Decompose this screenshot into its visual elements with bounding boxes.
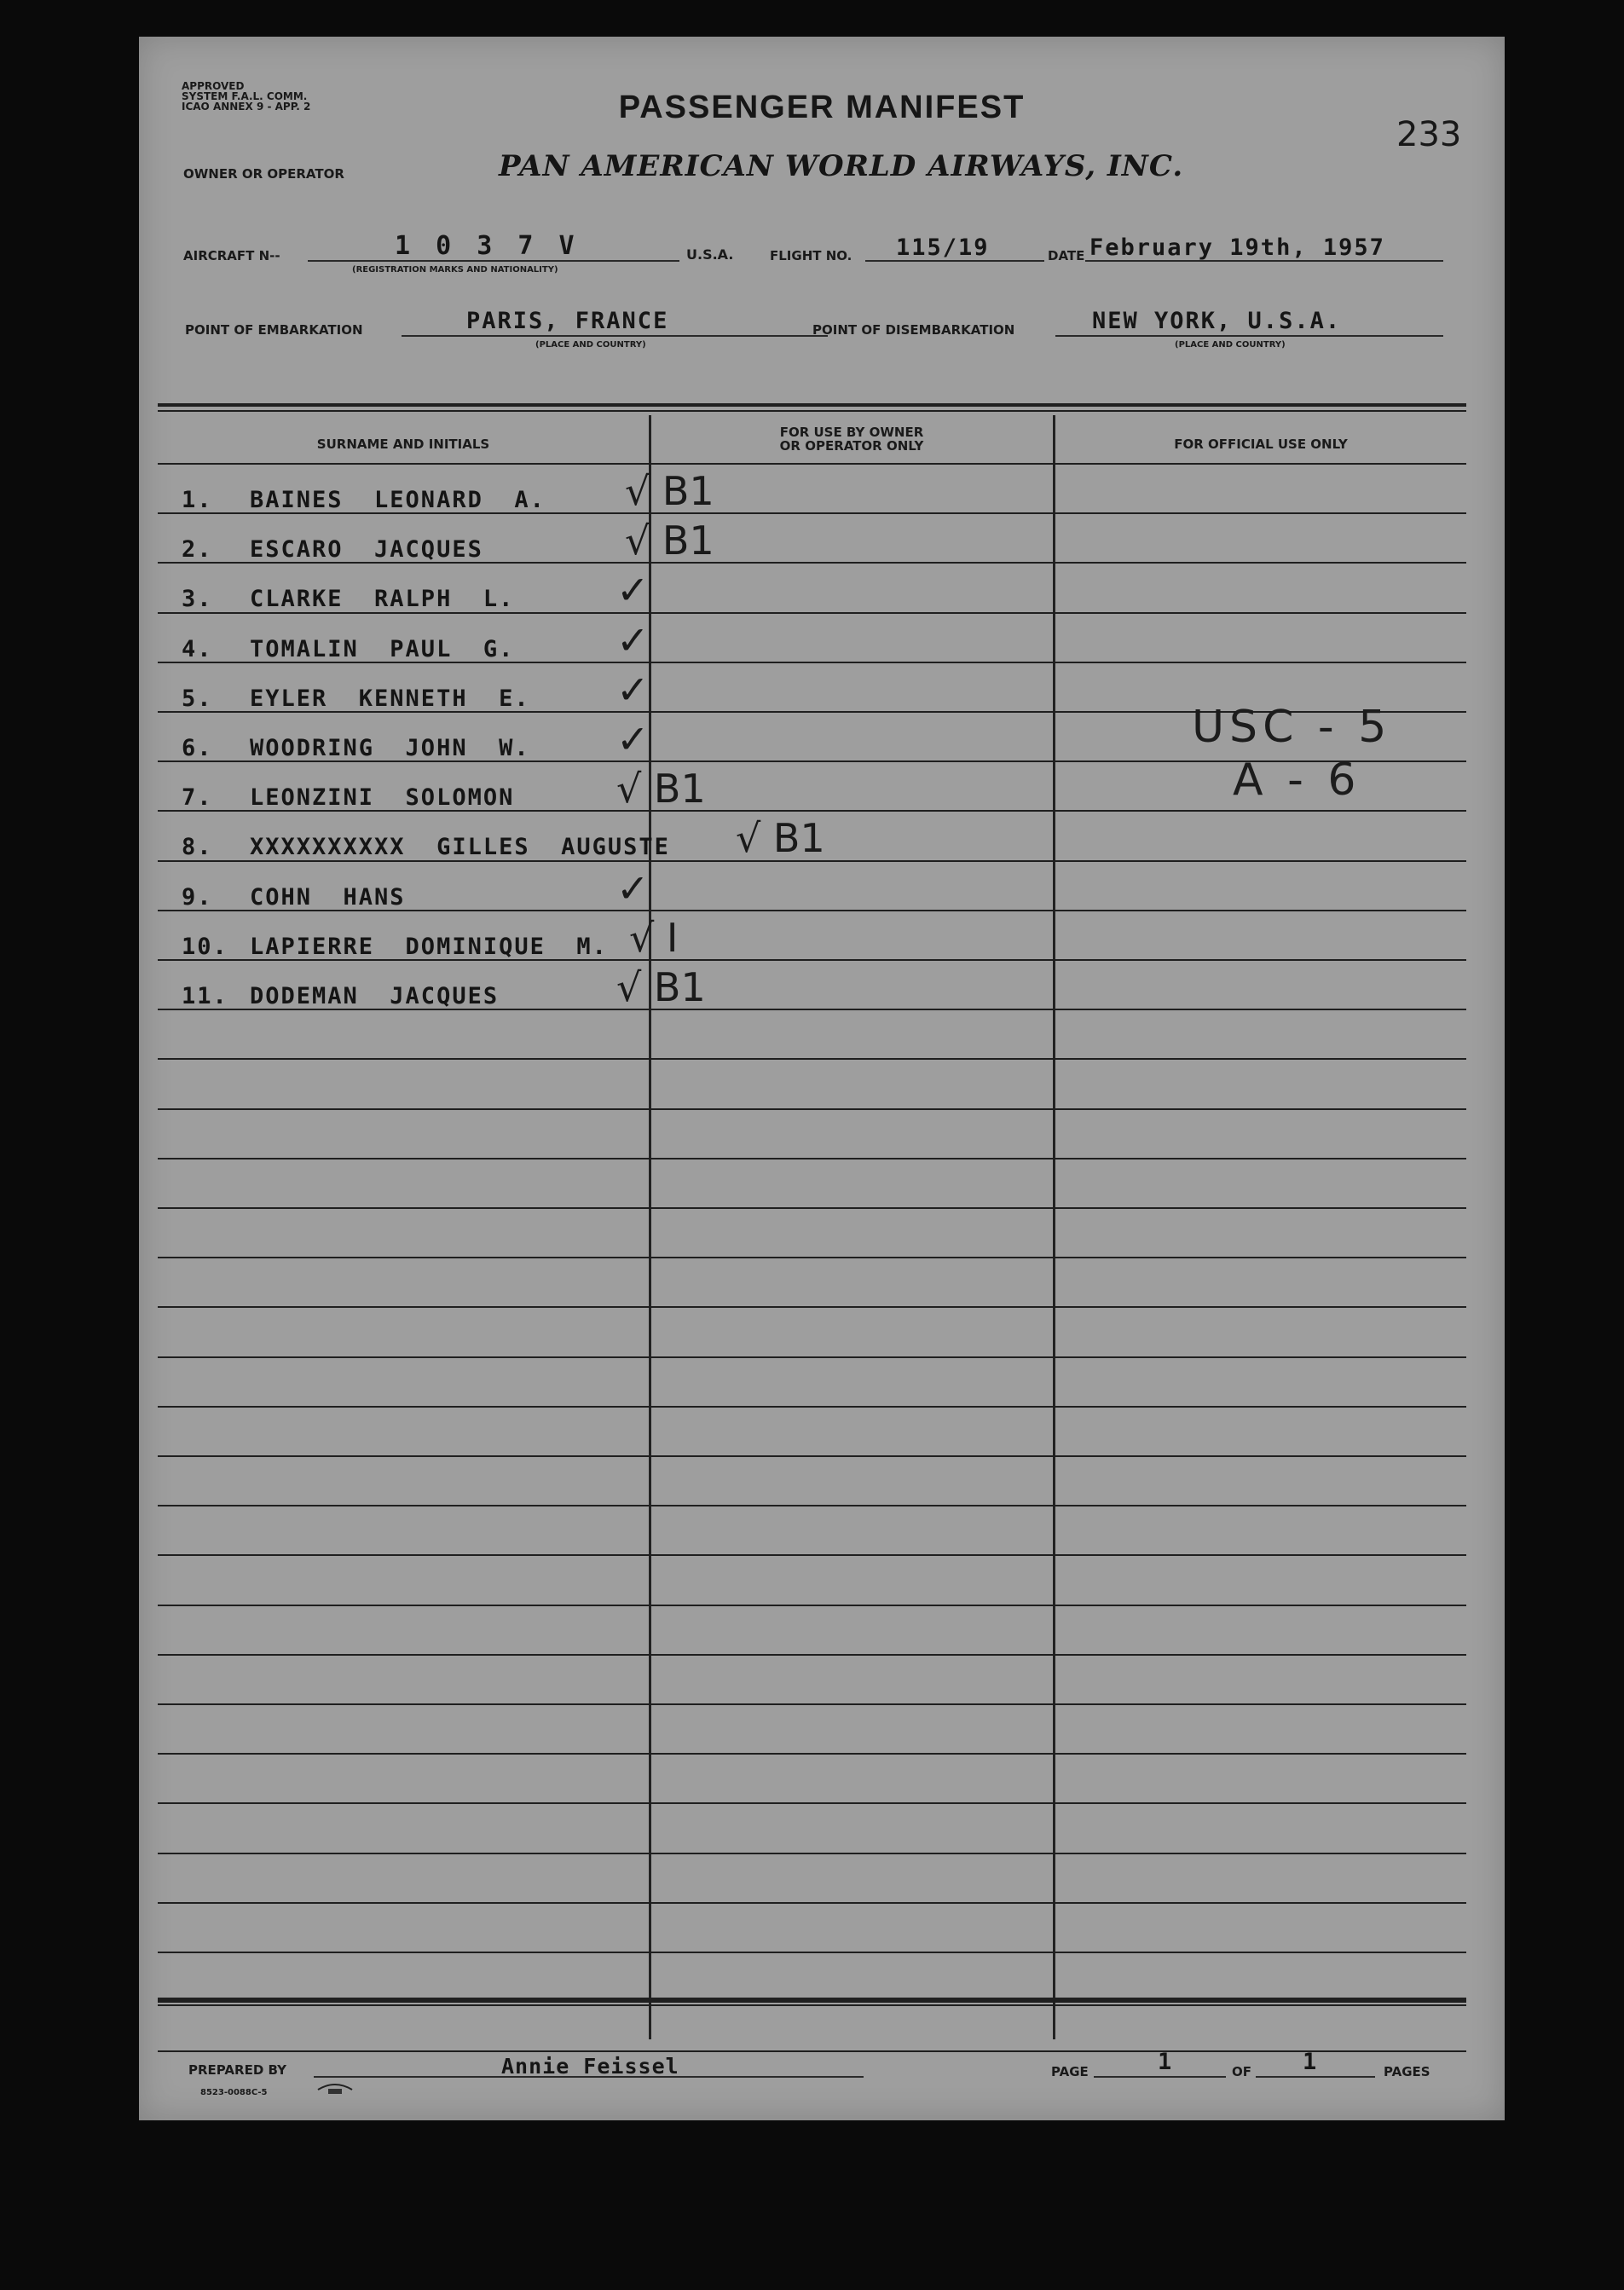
- passenger-row: [182, 536, 483, 570]
- passenger-number: 2.: [182, 536, 213, 564]
- column-divider-right: [1053, 415, 1055, 2039]
- passenger-name: LEONZINI SOLOMON: [250, 784, 515, 812]
- passenger-name: DODEMAN JACQUES: [250, 983, 500, 1009]
- disembarkation-value: NEW YORK, U.S.A.: [1092, 308, 1342, 334]
- table-row-line: [158, 1703, 1466, 1705]
- checkmark-annotation: √ B1: [625, 468, 714, 514]
- table-bottom-rule: [158, 1998, 1466, 2001]
- table-row-line: [158, 1455, 1466, 1457]
- passenger-row: [182, 735, 530, 769]
- table-row-line: [158, 1058, 1466, 1060]
- passenger-row: [182, 685, 530, 720]
- passenger-row: [182, 636, 514, 670]
- aircraft-underline: [308, 260, 679, 262]
- table-top-rule-inner: [158, 410, 1466, 412]
- embarkation-sublabel: (PLACE AND COUNTRY): [535, 340, 646, 350]
- embarkation-label: POINT OF EMBARKATION: [185, 322, 363, 338]
- date-underline: [1085, 260, 1443, 262]
- passenger-number: 11.: [182, 983, 228, 1009]
- flight-no-value: 115/19: [896, 234, 990, 261]
- passenger-number: 7.: [182, 784, 213, 812]
- passenger-number: 9.: [182, 883, 213, 911]
- passenger-name: LAPIERRE DOMINIQUE M.: [250, 933, 608, 960]
- table-row-line: [158, 1406, 1466, 1408]
- flight-no-label: FLIGHT NO.: [770, 248, 852, 263]
- passenger-number: 5.: [182, 685, 213, 712]
- checkmark-annotation: ✓: [616, 567, 650, 614]
- approval-line-1: APPROVED: [182, 80, 245, 92]
- passenger-number: 10.: [182, 933, 228, 960]
- column-header-official-use: FOR OFFICIAL USE ONLY: [1174, 437, 1348, 452]
- date-value: February 19th, 1957: [1089, 234, 1385, 261]
- checkmark-annotation: √ B1: [616, 964, 706, 1010]
- page-underline: [1094, 2076, 1226, 2078]
- passenger-row: [182, 884, 406, 918]
- page-label: PAGE: [1051, 2064, 1089, 2079]
- passenger-row: [182, 784, 514, 818]
- official-note-line-2: A - 6: [1233, 755, 1361, 806]
- page-title: PASSENGER MANIFEST: [618, 90, 1026, 125]
- checkmark-annotation: √ B1: [616, 766, 706, 812]
- table-row-line: [158, 1802, 1466, 1804]
- column-header-names: SURNAME AND INITIALS: [316, 437, 490, 452]
- passenger-number: 3.: [182, 586, 213, 613]
- approval-line-2: SYSTEM F.A.L. COMM.: [182, 90, 308, 102]
- table-row-line: [158, 1654, 1466, 1656]
- passenger-row: [182, 586, 514, 620]
- passenger-number: 6.: [182, 735, 213, 761]
- of-underline: [1256, 2076, 1375, 2078]
- table-row-line: [158, 1902, 1466, 1904]
- passenger-name: ESCARO JACQUES: [250, 536, 483, 564]
- checkmark-annotation: √ B1: [736, 815, 825, 862]
- embarkation-value: PARIS, FRANCE: [466, 308, 669, 334]
- table-row-line: [158, 2001, 1466, 2003]
- passenger-row: [182, 934, 608, 968]
- aircraft-value: 1 0 3 7 V: [395, 231, 580, 261]
- passenger-name: BAINES LEONARD A.: [250, 487, 546, 513]
- table-row-line: [158, 1853, 1466, 1854]
- of-value: 1: [1303, 2049, 1319, 2075]
- disembarkation-underline: [1055, 335, 1443, 337]
- table-top-rule: [158, 403, 1466, 407]
- table-row-line: [158, 1952, 1466, 1953]
- column-header-owner-use: [650, 425, 1053, 453]
- passenger-name: XXXXXXXXXX GILLES AUGUSTE: [250, 834, 670, 861]
- printer-logo-icon: [316, 2081, 354, 2096]
- table-row-line: [158, 1505, 1466, 1506]
- checkmark-annotation: √ I: [629, 914, 679, 961]
- checkmark-annotation: ✓: [616, 716, 650, 762]
- disembarkation-sublabel: (PLACE AND COUNTRY): [1175, 340, 1286, 350]
- passenger-number: 8.: [182, 834, 213, 861]
- table-row-line: [158, 1207, 1466, 1209]
- owner-use-line-1: FOR USE BY OWNER: [779, 425, 924, 440]
- passenger-name: CLARKE RALPH L.: [250, 586, 515, 613]
- embarkation-underline: [402, 335, 828, 337]
- table-row-line: [158, 1306, 1466, 1308]
- manifest-sheet: [139, 37, 1505, 2120]
- aircraft-label: AIRCRAFT N--: [183, 248, 280, 263]
- page-stamp-number: 233: [1396, 115, 1462, 154]
- passenger-row: [182, 983, 499, 1017]
- table-row-line: [158, 1108, 1466, 1110]
- passenger-name: COHN HANS: [250, 883, 406, 911]
- checkmark-annotation: ✓: [616, 865, 650, 911]
- table-row-line: [158, 1605, 1466, 1606]
- table-row-line: [158, 1554, 1466, 1556]
- official-note-line-1: USC - 5: [1192, 702, 1392, 753]
- passenger-number: 4.: [182, 635, 213, 662]
- passenger-name: WOODRING JOHN W.: [250, 735, 530, 761]
- owner-label: OWNER OR OPERATOR: [183, 166, 344, 182]
- table-row-line: [158, 1257, 1466, 1258]
- approval-line-3: ICAO ANNEX 9 - APP. 2: [182, 101, 311, 113]
- disembarkation-label: POINT OF DISEMBARKATION: [812, 322, 1015, 338]
- table-row-line: [158, 1158, 1466, 1159]
- passenger-row: [182, 834, 670, 868]
- checkmark-annotation: ✓: [616, 616, 650, 663]
- passenger-name: EYLER KENNETH E.: [250, 685, 530, 712]
- pages-label: PAGES: [1384, 2064, 1430, 2079]
- aircraft-sublabel: (REGISTRATION MARKS AND NATIONALITY): [352, 265, 558, 275]
- owner-value: PAN AMERICAN WORLD AIRWAYS, INC.: [499, 149, 1184, 183]
- prepared-by-value: Annie Feissel: [501, 2054, 679, 2079]
- checkmark-annotation: ✓: [616, 666, 650, 713]
- page-value: 1: [1158, 2049, 1174, 2075]
- table-bottom-rule-inner: [158, 2004, 1466, 2006]
- passenger-name: TOMALIN PAUL G.: [250, 635, 515, 662]
- form-code: 8523-0088C-5: [200, 2088, 268, 2097]
- owner-use-line-2: OR OPERATOR ONLY: [779, 438, 924, 454]
- table-row-line: [158, 1356, 1466, 1358]
- prepared-by-underline: [314, 2076, 864, 2078]
- passenger-row: [182, 487, 546, 521]
- table-row-line: [158, 1753, 1466, 1755]
- prepared-by-label: PREPARED BY: [188, 2062, 286, 2078]
- table-row-line: [158, 2050, 1466, 2052]
- table-row-line: [158, 463, 1466, 465]
- of-label: OF: [1232, 2064, 1251, 2079]
- date-label: DATE: [1048, 248, 1085, 263]
- usa-label: U.S.A.: [686, 246, 734, 263]
- checkmark-annotation: √ B1: [625, 518, 714, 564]
- passenger-number: 1.: [182, 487, 213, 513]
- flight-underline: [865, 260, 1044, 262]
